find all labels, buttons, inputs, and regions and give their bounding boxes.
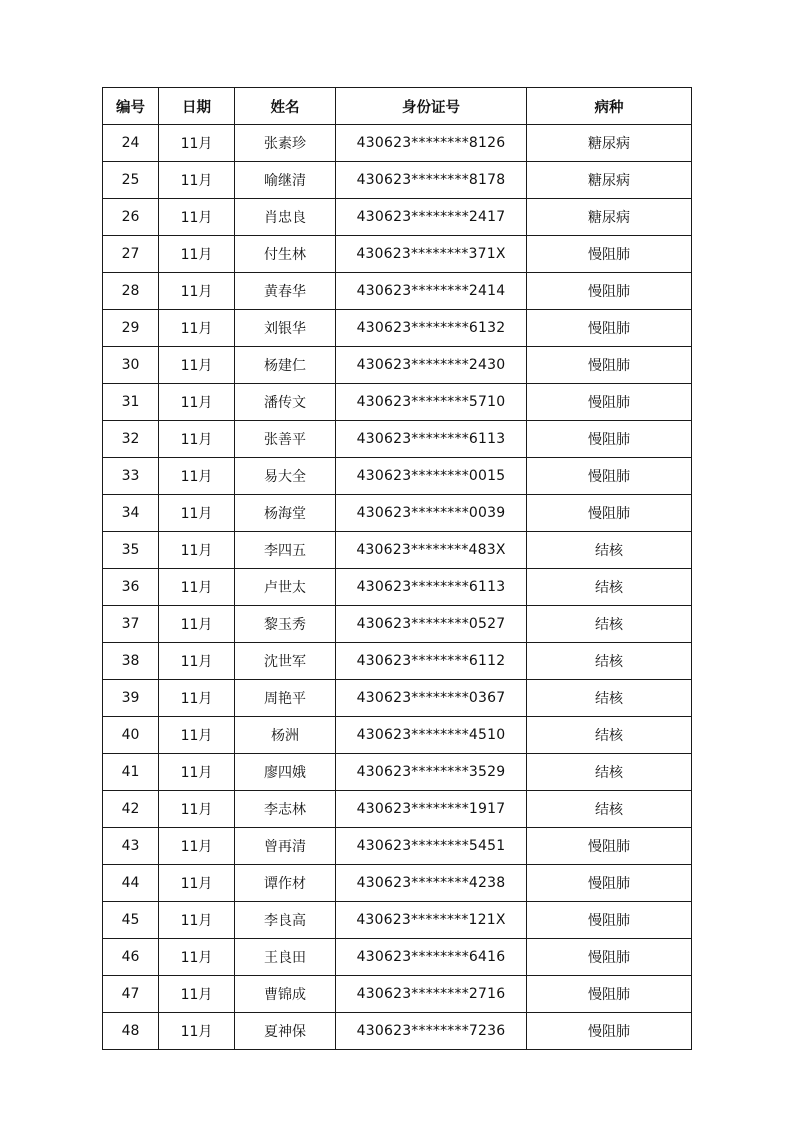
cell-disease: 慢阻肺 <box>527 384 692 421</box>
cell-date: 11月 <box>159 162 235 199</box>
cell-name: 喻继清 <box>235 162 336 199</box>
cell-id-number: 430623********8126 <box>336 125 527 162</box>
cell-id-number: 430623********2417 <box>336 199 527 236</box>
cell-id-number: 430623********6132 <box>336 310 527 347</box>
cell-date: 11月 <box>159 384 235 421</box>
cell-name: 夏神保 <box>235 1013 336 1050</box>
cell-number: 48 <box>103 1013 159 1050</box>
cell-disease: 慢阻肺 <box>527 1013 692 1050</box>
cell-id-number: 430623********0527 <box>336 606 527 643</box>
cell-name: 付生林 <box>235 236 336 273</box>
cell-id-number: 430623********6416 <box>336 939 527 976</box>
cell-disease: 慢阻肺 <box>527 865 692 902</box>
cell-number: 33 <box>103 458 159 495</box>
table-row <box>103 976 692 1013</box>
cell-id-number: 430623********2430 <box>336 347 527 384</box>
cell-number: 42 <box>103 791 159 828</box>
table-row <box>103 865 692 902</box>
cell-number: 31 <box>103 384 159 421</box>
cell-disease: 慢阻肺 <box>527 458 692 495</box>
cell-id-number: 430623********5710 <box>336 384 527 421</box>
cell-number: 34 <box>103 495 159 532</box>
cell-number: 44 <box>103 865 159 902</box>
cell-disease: 慢阻肺 <box>527 976 692 1013</box>
header-disease: 病种 <box>527 88 692 125</box>
cell-disease: 结核 <box>527 643 692 680</box>
cell-name: 周艳平 <box>235 680 336 717</box>
cell-name: 潘传文 <box>235 384 336 421</box>
cell-number: 40 <box>103 717 159 754</box>
cell-disease: 慢阻肺 <box>527 347 692 384</box>
cell-date: 11月 <box>159 976 235 1013</box>
cell-disease: 慢阻肺 <box>527 495 692 532</box>
cell-number: 36 <box>103 569 159 606</box>
cell-name: 谭作材 <box>235 865 336 902</box>
cell-disease: 糖尿病 <box>527 199 692 236</box>
table-row <box>103 902 692 939</box>
table-row <box>103 495 692 532</box>
table-row <box>103 643 692 680</box>
cell-name: 张善平 <box>235 421 336 458</box>
cell-date: 11月 <box>159 865 235 902</box>
table-row <box>103 199 692 236</box>
cell-name: 曾再清 <box>235 828 336 865</box>
cell-name: 杨海堂 <box>235 495 336 532</box>
cell-disease: 结核 <box>527 717 692 754</box>
cell-date: 11月 <box>159 458 235 495</box>
table-row <box>103 384 692 421</box>
table-row <box>103 680 692 717</box>
table-row <box>103 310 692 347</box>
cell-date: 11月 <box>159 495 235 532</box>
cell-date: 11月 <box>159 791 235 828</box>
cell-date: 11月 <box>159 717 235 754</box>
cell-id-number: 430623********0039 <box>336 495 527 532</box>
table-row <box>103 458 692 495</box>
cell-number: 27 <box>103 236 159 273</box>
cell-id-number: 430623********6113 <box>336 421 527 458</box>
cell-disease: 慢阻肺 <box>527 939 692 976</box>
table-row <box>103 939 692 976</box>
cell-number: 24 <box>103 125 159 162</box>
cell-date: 11月 <box>159 199 235 236</box>
cell-name: 黄春华 <box>235 273 336 310</box>
cell-number: 29 <box>103 310 159 347</box>
cell-name: 易大全 <box>235 458 336 495</box>
header-name: 姓名 <box>235 88 336 125</box>
cell-id-number: 430623********6112 <box>336 643 527 680</box>
cell-id-number: 430623********8178 <box>336 162 527 199</box>
cell-date: 11月 <box>159 125 235 162</box>
cell-number: 28 <box>103 273 159 310</box>
cell-disease: 结核 <box>527 532 692 569</box>
table-body <box>103 125 692 1050</box>
cell-date: 11月 <box>159 532 235 569</box>
patient-table-sheet <box>102 87 692 1050</box>
header-number: 编号 <box>103 88 159 125</box>
cell-date: 11月 <box>159 1013 235 1050</box>
cell-number: 46 <box>103 939 159 976</box>
cell-number: 43 <box>103 828 159 865</box>
cell-date: 11月 <box>159 902 235 939</box>
cell-number: 45 <box>103 902 159 939</box>
cell-name: 李四五 <box>235 532 336 569</box>
cell-id-number: 430623********2414 <box>336 273 527 310</box>
cell-name: 黎玉秀 <box>235 606 336 643</box>
cell-name: 王良田 <box>235 939 336 976</box>
table-row <box>103 125 692 162</box>
cell-number: 41 <box>103 754 159 791</box>
cell-name: 曹锦成 <box>235 976 336 1013</box>
cell-date: 11月 <box>159 273 235 310</box>
cell-name: 卢世太 <box>235 569 336 606</box>
cell-id-number: 430623********3529 <box>336 754 527 791</box>
cell-id-number: 430623********5451 <box>336 828 527 865</box>
cell-disease: 糖尿病 <box>527 125 692 162</box>
cell-number: 39 <box>103 680 159 717</box>
cell-id-number: 430623********4510 <box>336 717 527 754</box>
patient-table <box>102 87 692 1050</box>
cell-date: 11月 <box>159 347 235 384</box>
cell-name: 李志林 <box>235 791 336 828</box>
table-row <box>103 606 692 643</box>
cell-number: 37 <box>103 606 159 643</box>
cell-date: 11月 <box>159 236 235 273</box>
cell-disease: 糖尿病 <box>527 162 692 199</box>
table-row <box>103 532 692 569</box>
cell-number: 35 <box>103 532 159 569</box>
table-row <box>103 717 692 754</box>
cell-id-number: 430623********121X <box>336 902 527 939</box>
cell-disease: 慢阻肺 <box>527 273 692 310</box>
table-row <box>103 791 692 828</box>
cell-name: 张素珍 <box>235 125 336 162</box>
cell-date: 11月 <box>159 606 235 643</box>
cell-number: 26 <box>103 199 159 236</box>
table-row <box>103 754 692 791</box>
cell-disease: 慢阻肺 <box>527 902 692 939</box>
cell-disease: 结核 <box>527 606 692 643</box>
table-header-row <box>103 88 692 125</box>
table-row <box>103 347 692 384</box>
cell-id-number: 430623********7236 <box>336 1013 527 1050</box>
cell-date: 11月 <box>159 643 235 680</box>
table-row <box>103 1013 692 1050</box>
table-row <box>103 421 692 458</box>
cell-name: 刘银华 <box>235 310 336 347</box>
cell-disease: 慢阻肺 <box>527 828 692 865</box>
cell-id-number: 430623********371X <box>336 236 527 273</box>
header-id-number: 身份证号 <box>336 88 527 125</box>
cell-id-number: 430623********6113 <box>336 569 527 606</box>
cell-date: 11月 <box>159 828 235 865</box>
table-row <box>103 569 692 606</box>
table-row <box>103 273 692 310</box>
cell-number: 32 <box>103 421 159 458</box>
table-row <box>103 828 692 865</box>
cell-number: 25 <box>103 162 159 199</box>
cell-name: 沈世军 <box>235 643 336 680</box>
cell-date: 11月 <box>159 569 235 606</box>
cell-name: 杨建仁 <box>235 347 336 384</box>
cell-id-number: 430623********0015 <box>336 458 527 495</box>
cell-name: 李良高 <box>235 902 336 939</box>
cell-date: 11月 <box>159 939 235 976</box>
cell-date: 11月 <box>159 421 235 458</box>
cell-id-number: 430623********0367 <box>336 680 527 717</box>
cell-id-number: 430623********2716 <box>336 976 527 1013</box>
cell-date: 11月 <box>159 310 235 347</box>
cell-disease: 结核 <box>527 754 692 791</box>
header-date: 日期 <box>159 88 235 125</box>
cell-number: 38 <box>103 643 159 680</box>
cell-disease: 慢阻肺 <box>527 421 692 458</box>
cell-disease: 结核 <box>527 791 692 828</box>
cell-disease: 结核 <box>527 569 692 606</box>
cell-disease: 慢阻肺 <box>527 236 692 273</box>
cell-id-number: 430623********4238 <box>336 865 527 902</box>
cell-id-number: 430623********1917 <box>336 791 527 828</box>
cell-date: 11月 <box>159 754 235 791</box>
cell-number: 47 <box>103 976 159 1013</box>
cell-name: 廖四娥 <box>235 754 336 791</box>
cell-disease: 慢阻肺 <box>527 310 692 347</box>
cell-name: 杨洲 <box>235 717 336 754</box>
cell-number: 30 <box>103 347 159 384</box>
table-row <box>103 236 692 273</box>
cell-name: 肖忠良 <box>235 199 336 236</box>
table-row <box>103 162 692 199</box>
cell-date: 11月 <box>159 680 235 717</box>
cell-disease: 结核 <box>527 680 692 717</box>
cell-id-number: 430623********483X <box>336 532 527 569</box>
